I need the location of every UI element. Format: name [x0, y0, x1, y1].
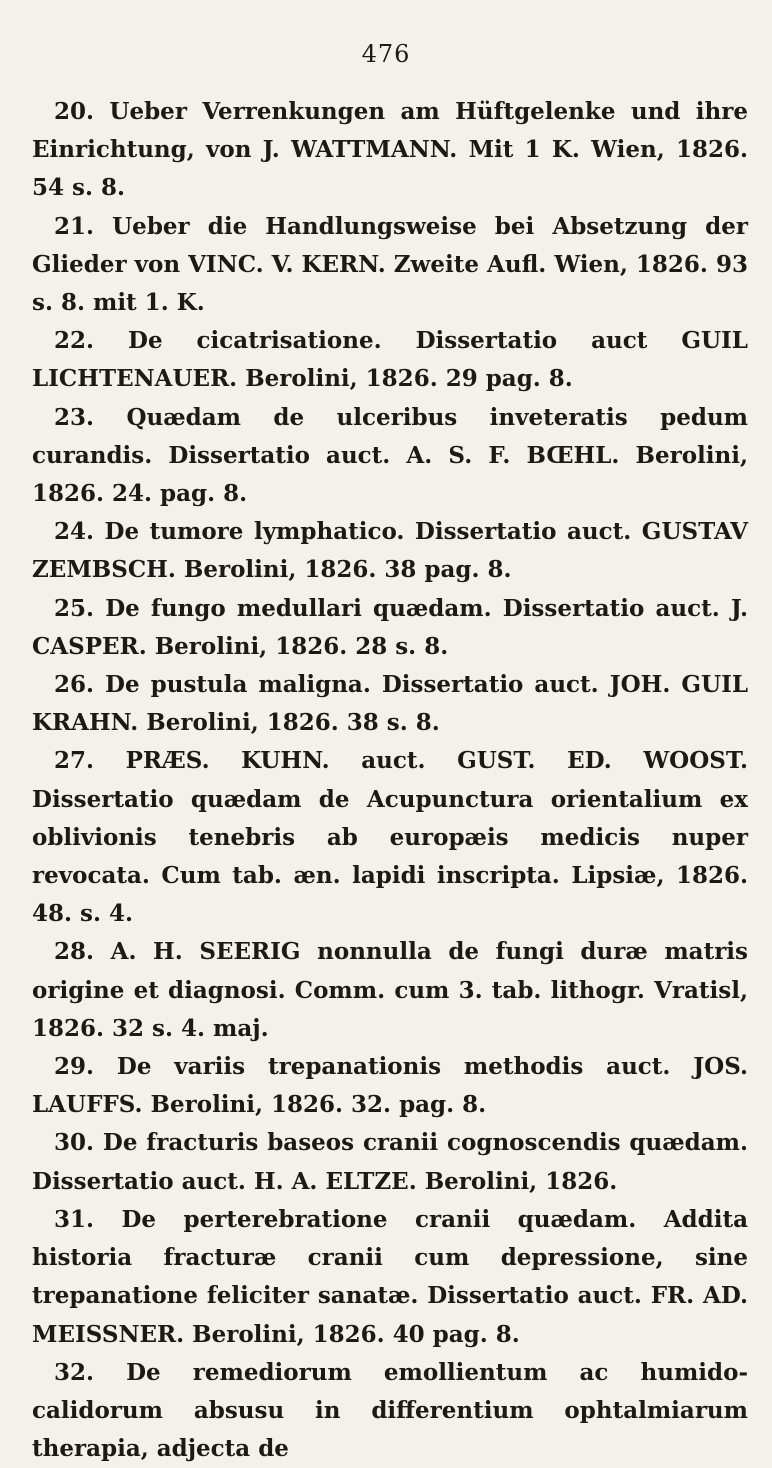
entry-text: De fungo medullari quædam. Dissertatio auct. J. CASPER. Berolini, 1826. 28 s. 8. [32, 594, 748, 660]
entry-text: De variis trepanationis methodis auct. JOS. LAUFFS. Berolini, 1826. 32. pag. 8. [32, 1053, 748, 1119]
entry-32 [32, 1354, 748, 1468]
entry-text: A. H. SEERIG nonnulla de fungi duræ matris origine et diagnosi. Comm. cum 3. tab. lithogr. Vratisl, 1826. 32 s. 4. maj. [32, 938, 748, 1042]
entry-number: 22. [54, 327, 95, 355]
entry-number: 23. [54, 403, 95, 431]
entry-28 [32, 933, 748, 1048]
entry-text: De cicatrisatione. Dissertatio auct GUIL LICHTENAUER. Berolini, 1826. 29 pag. 8. [32, 327, 748, 393]
entry-29 [32, 1048, 748, 1124]
entry-26 [32, 666, 748, 742]
entry-number: 29. [54, 1053, 95, 1081]
entry-number: 26. [54, 671, 95, 699]
entry-text: Quædam de ulceribus inveteratis pedum curandis. Dissertatio auct. A. S. F. BŒHL. Berolini, 1826. 24. pag. 8. [32, 403, 748, 508]
entry-20 [32, 93, 748, 208]
entry-number: 24. [54, 518, 95, 546]
entry-number: 25. [54, 594, 95, 622]
entry-24 [32, 513, 748, 589]
entry-text: De tumore lymphatico. Dissertatio auct. GUSTAV ZEMBSCH. Berolini, 1826. 38 pag. 8. [32, 518, 748, 584]
entry-22 [32, 322, 748, 398]
entry-31 [32, 1201, 748, 1354]
entry-text: PRÆS. KUHN. auct. GUST. ED. WOOST. Dissertatio quædam de Acupunctura orientalium ex oblivionis tenebris ab europæis medicis nuper revocata. Cum tab. æn. lapidi inscripta. Lipsiæ, 1826. 48. s. 4. [32, 747, 749, 928]
entry-text: De pustula maligna. Dissertatio auct. JOH. GUIL KRAHN. Berolini, 1826. 38 s. 8. [32, 671, 748, 737]
entry-21 [32, 208, 748, 323]
entry-number: 31. [54, 1205, 95, 1233]
entry-27 [32, 742, 748, 933]
entry-text: De remediorum emollientum ac humido-calidorum absusu in differentium ophtalmiarum therapia, adjecta de [32, 1358, 748, 1463]
entry-number: 32. [54, 1358, 95, 1386]
entry-text: Ueber die Handlungsweise bei Absetzung der Glieder von VINC. V. KERN. Zweite Aufl. Wien, 1826. 93 s. 8. mit 1. K. [32, 212, 749, 317]
entry-number: 21. [54, 212, 95, 240]
entry-25 [32, 590, 748, 666]
page-number: 476 [361, 40, 411, 68]
entry-text: De fracturis baseos cranii cognoscendis quædam. Dissertatio auct. H. A. ELTZE. Berolini, 1826. [32, 1129, 748, 1195]
entry-30 [32, 1124, 748, 1200]
entry-text: Ueber Verrenkungen am Hüftgelenke und ihre Einrichtung, von J. WATTMANN. Mit 1 K. Wien, 1826. 54 s. 8. [32, 98, 748, 202]
entry-number: 28. [54, 938, 95, 966]
entry-23 [32, 399, 748, 514]
entry-number: 30. [54, 1129, 95, 1157]
entry-number: 27. [54, 747, 95, 775]
bibliography-list [32, 93, 748, 1468]
entry-text: De perterebratione cranii quædam. Addita historia fracturæ cranii cum depressione, sine trepanatione feliciter sanatæ. Dissertatio auct. FR. AD. MEISSNER. Berolini, 1826. 40 pag. 8. [32, 1205, 748, 1348]
entry-number: 20. [54, 98, 95, 125]
